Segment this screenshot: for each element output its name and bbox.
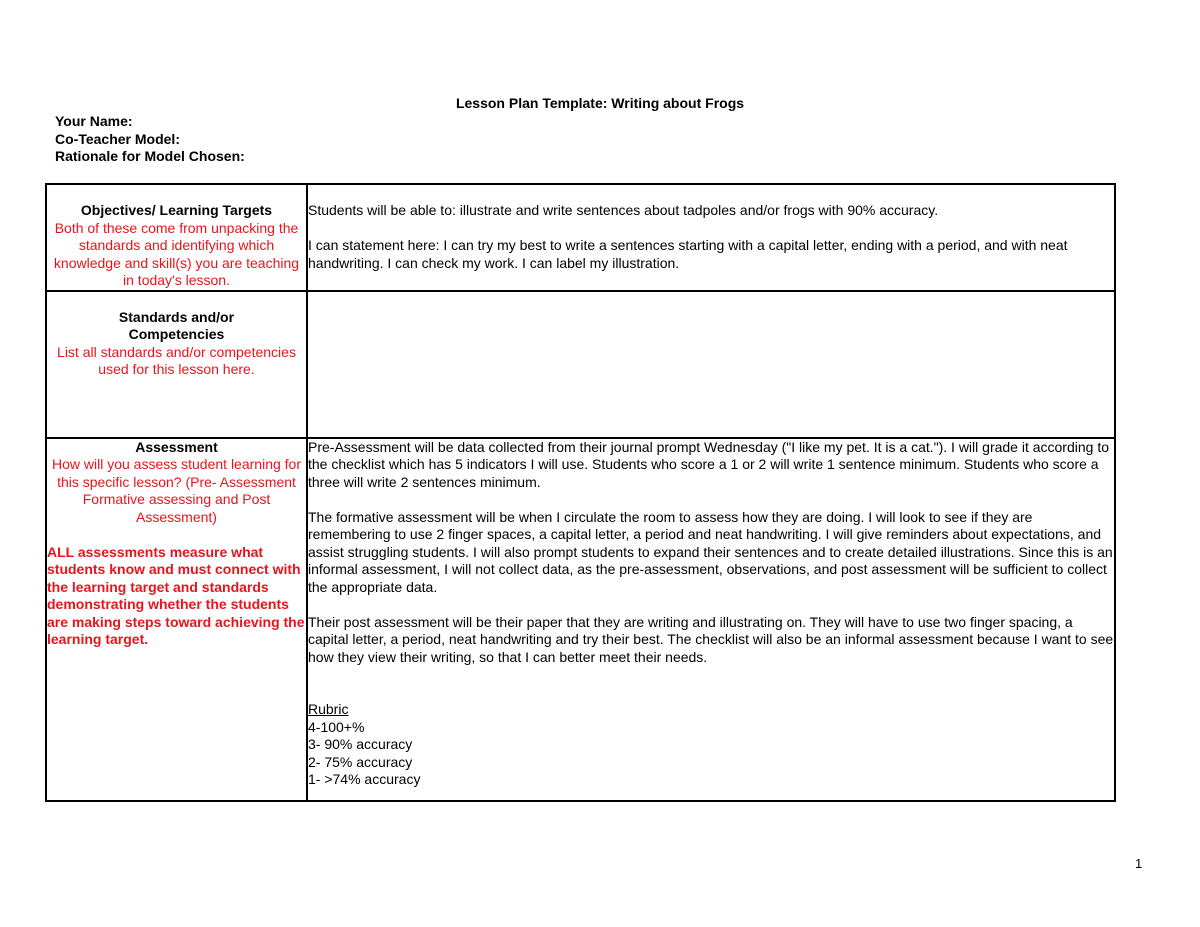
standards-hint: List all standards and/or competencies used for this lesson here. — [57, 343, 296, 377]
your-name-label: Your Name: — [55, 113, 133, 129]
document-title: Lesson Plan Template: Writing about Frogs — [455, 95, 745, 111]
objectives-i-can: I can statement here: I can try my best to write a sentences starting with a capital letter, ending with a period, and with neat handwriting. I can check my work. I can label my illustration. — [308, 237, 1068, 271]
assessment-content-cell — [307, 438, 1115, 801]
objectives-row — [46, 184, 1115, 291]
objectives-swbat: Students will be able to: illustrate and write sentences about tadpoles and/or frogs with 90% accuracy. — [308, 202, 939, 218]
post-assessment-text: Their post assessment will be their paper that they are writing and illustrating on. They will have to use two finger spacing, a capital letter, a period, neat handwriting and try their best. The checklist will also be an informal assessment because I want to see how they view their writing, so that I can better meet their needs. — [308, 613, 1114, 665]
rubric-item: 2- 75% accuracy — [308, 753, 413, 770]
standards-row — [46, 291, 1115, 438]
objectives-hint: Both of these come from unpacking the standards and identifying which knowledge and skill(s) you are teaching in today's lesson. — [53, 219, 300, 288]
lesson-plan-table — [45, 183, 1116, 802]
objectives-heading: Objectives/ Learning Targets — [80, 202, 273, 218]
formative-assessment-text: The formative assessment will be when I circulate the room to assess how they are doing. I will look to see if they are remembering to use 2 finger spaces, a capital letter, a period and neat handwriting. I will give reminders about expectations, and assist struggling students. I will also prompt students to expand their sentences and to create detailed illustrations. Since this is an informal assessment, I will not collect data, as the pre-assessment, observations, and post assessment will be sufficient to collect the appropriate data. — [308, 508, 1113, 595]
assessment-note: ALL assessments measure what students know and must connect with the learning target and standards demonstrating whether the students are making steps toward achieving the learning target. — [47, 543, 305, 647]
assessment-label-cell — [46, 438, 307, 801]
assessment-hint: How will you assess student learning for this specific lesson? (Pre- Assessment Formative assessing and Post Assessment) — [51, 456, 301, 525]
pre-assessment-text: Pre-Assessment will be data collected from their journal prompt Wednesday ("I like my pet. It is a cat."). I will grade it according to the checklist which has 5 indicators I will use. Students who score a 1 or 2 will write 1 sentence minimum. Students who score a three will write 2 sentences minimum. — [308, 438, 1110, 490]
assessment-row — [46, 438, 1115, 801]
objectives-label-cell — [46, 184, 307, 291]
standards-content-cell — [307, 291, 1115, 438]
rubric-item: 3- 90% accuracy — [308, 736, 413, 752]
rubric-title: Rubric — [308, 701, 349, 717]
assessment-heading: Assessment — [135, 438, 218, 455]
standards-label-cell — [46, 291, 307, 438]
co-teacher-model-label: Co-Teacher Model: — [55, 130, 180, 147]
standards-heading: Standards and/or Competencies — [118, 308, 235, 342]
rubric-item: 4-100+% — [308, 718, 365, 735]
rubric-item: 1- >74% accuracy — [308, 771, 421, 787]
header-fields — [55, 113, 245, 166]
objectives-content-cell — [307, 184, 1115, 291]
page-number: 1 — [1135, 856, 1143, 871]
rationale-label: Rationale for Model Chosen: — [55, 148, 245, 164]
